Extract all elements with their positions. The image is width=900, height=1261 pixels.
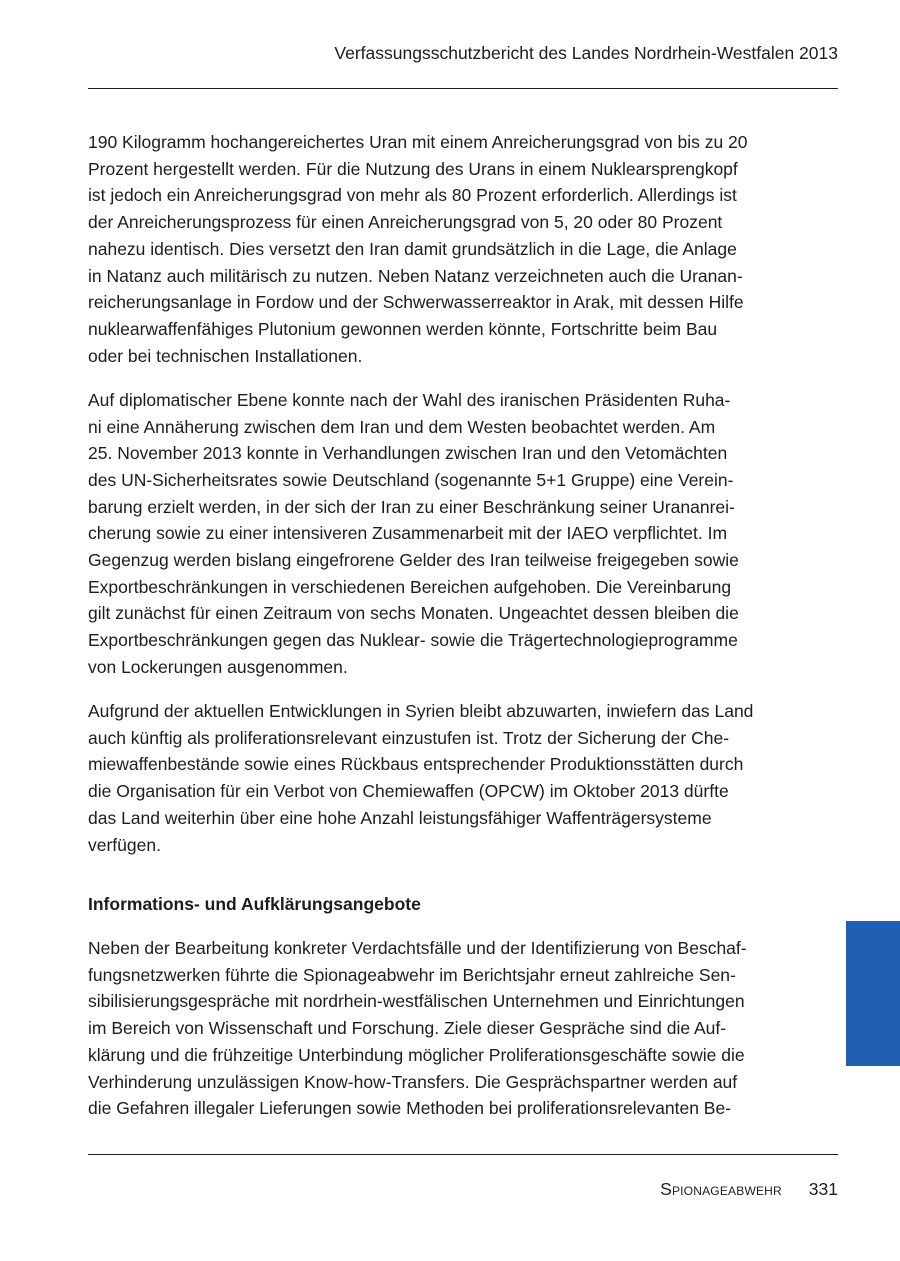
section-paragraph: Neben der Bearbeitung konkreter Verdachtsfälle und der Identifizierung von Beschaf- fungsnetzwerken führte die Spionageabwehr im Berichtsjahr erneut zahlreiche Sen- sibilisierungsgespräche mit nordrhein-westfälischen Unternehmen und Einrichtungen im Bereich von Wissenschaft und Forschung. Ziele dieser Gespräche sind die Auf- klärung und die frühzeitige Unterbindung möglicher Proliferationsgeschäfte sowie die Verhinderung unzulässigen Know-how-Transfers. Die Gesprächspartner werden auf die Gefahren illegaler Lieferungen sowie Methoden bei proliferationsrelevanten Be- (88, 937, 747, 1119)
chapter-marker-tab (846, 921, 900, 1066)
section-heading: Informations- und Aufklärungsangebote (88, 894, 421, 915)
page-footer (660, 1178, 838, 1200)
page-number: 331 (808, 1179, 838, 1199)
header-divider (88, 88, 838, 89)
running-header-title: Verfassungsschutzbericht des Landes Nordrhein-Westfalen 2013 (334, 43, 838, 63)
body-paragraph-1: 190 Kilogramm hochangereichertes Uran mit einem Anreicherungsgrad von bis zu 20 Prozent hergestellt werden. Für die Nutzung des Urans in einem Nuklearsprengkopf ist jedoch ein Anreicherungsgrad von mehr als 80 Prozent erforderlich. Allerdings ist der Anreicherungsprozess für einen Anreicherungsgrad von 5, 20 oder 80 Prozent nahezu identisch. Dies versetzt den Iran damit grundsätzlich in die Lage, die Anlage in Natanz auch militärisch zu nutzen. Neben Natanz verzeichneten auch die Uranan- reicherungsanlage in Fordow und der Schwerwasserreaktor in Arak, mit dessen Hilfe nuklearwaffenfähiges Plutonium gewonnen werden könnte, Fortschritte beim Bau oder bei technischen Installationen. (88, 132, 748, 366)
body-paragraph-2: Auf diplomatischer Ebene konnte nach der Wahl des iranischen Präsidenten Ruha- ni eine Annäherung zwischen dem Iran und dem Westen beobachtet werden. Am 25. November 2013 konnte in Verhandlungen zwischen Iran und den Vetomächten des UN-Sicherheitsrates sowie Deutschland (sogenannte 5+1 Gruppe) eine Verein- barung erzielt werden, in der sich der Iran zu einer Beschränkung seiner Urananrei- cherung sowie zu einer intensiveren Zusammenarbeit mit der IAEO verpflichtet. Im Gegenzug werden bislang eingefrorene Gelder des Iran teilweise freigegeben sowie Exportbeschränkungen in verschiedenen Bereichen aufgehoben. Die Vereinbarung gilt zunächst für einen Zeitraum von sechs Monaten. Ungeachtet dessen bleiben die Exportbeschränkungen gegen das Nuklear- sowie die Trägertechnologieprogramme von Lockerungen ausgenommen. (88, 389, 739, 677)
footer-divider (88, 1154, 838, 1155)
body-paragraph-3: Aufgrund der aktuellen Entwicklungen in Syrien bleibt abzuwarten, inwiefern das Land auch künftig als proliferationsrelevant einzustufen ist. Trotz der Sicherung der Che- miewaffenbestände sowie eines Rückbaus entsprechender Produktionsstätten durch die Organisation für ein Verbot von Chemiewaffen (OPCW) im Oktober 2013 dürfte das Land weiterhin über eine hohe Anzahl leistungsfähiger Waffenträgersysteme verfügen. (88, 701, 754, 855)
page-body (88, 129, 800, 1139)
footer-section-title: Spionageabwehr (660, 1179, 782, 1199)
